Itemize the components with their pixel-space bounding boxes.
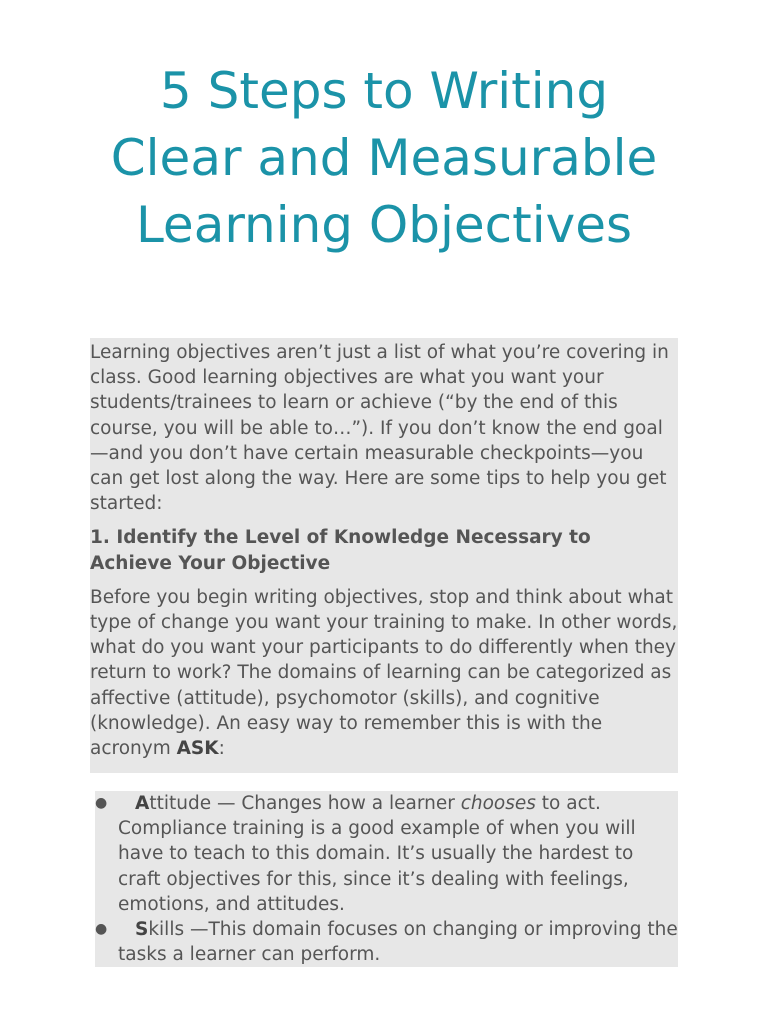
intro-paragraph: Learning objectives aren’t just a list of what you’re covering in class. Good learning objectives are what you want your students/trainees to learn or achieve (“by the end of this course, you will be able to…”). If you don’t know the end goal—and you don’t have certain measurable checkpoints—you can get lost along the way. Here are some tips to help you get started: <box>90 342 669 515</box>
list-item-initial: A <box>135 793 150 814</box>
list-item-emphasis: chooses <box>460 793 536 814</box>
list-item-skills <box>95 917 678 967</box>
list-item-initial: S <box>135 919 149 941</box>
body-section <box>90 338 678 773</box>
ask-list <box>95 791 678 967</box>
title-line-1: 5 Steps to Writing <box>159 62 609 120</box>
bullet-icon: ● <box>95 921 108 938</box>
bullet-icon: ● <box>95 795 108 811</box>
step-1-text: Before you begin writing objectives, stop and think about what type of change you want your training to make. In other words, what do you want your participants to do differently when they return to work? The domains of learning can be categorized as affective (attitude), psychomotor (skills), and cognitive (knowledge). An easy way to remember this is with the acronym <box>90 586 678 760</box>
title-line-2: Clear and Measurable <box>110 129 658 187</box>
step-1-heading: 1. Identify the Level of Knowledge Necessary to Achieve Your Objective <box>90 527 591 574</box>
ask-list-section <box>95 791 678 967</box>
list-item-attitude <box>95 791 678 917</box>
list-item-text: ttitude — Changes how a learner <box>149 793 461 814</box>
step-1-paragraph <box>90 585 678 773</box>
list-item-text-end: to act. Compliance training is a good example of when you will have to teach to this domain. It’s usually the hardest to craft objectives for this, since it’s dealing with feelings, emotions, and attitudes. <box>118 793 636 915</box>
document-title <box>0 58 768 259</box>
list-item-text: kills —This domain focuses on changing or improving the tasks a learner can perform. <box>118 919 678 966</box>
ask-acronym: ASK <box>176 738 219 760</box>
title-line-3: Learning Objectives <box>135 196 633 254</box>
step-1-text-end: : <box>218 738 225 760</box>
